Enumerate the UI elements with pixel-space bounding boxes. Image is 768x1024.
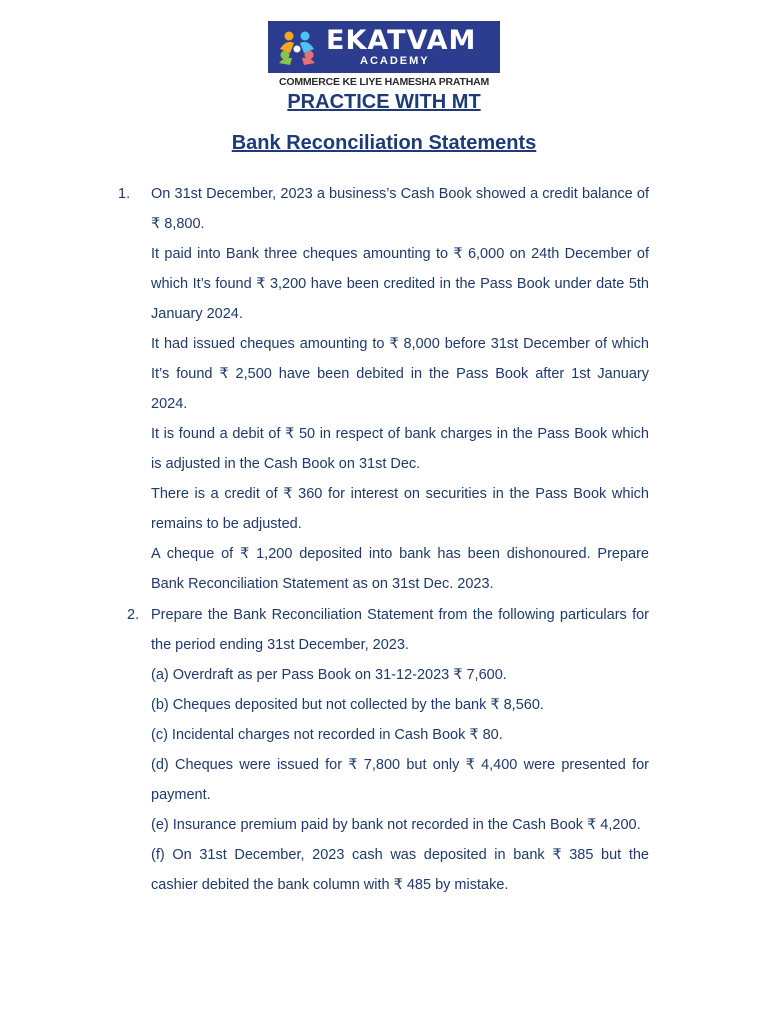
- question-item: (d) Cheques were issued for ₹ 7,800 but only ₹ 4,400 were presented for payment.: [151, 757, 649, 803]
- people-circle-icon: [276, 27, 318, 67]
- ekatvam-logo: [268, 21, 500, 89]
- question-paragraph: It paid into Bank three cheques amounting to ₹ 6,000 on 24th December of which It’s found ₹ 3,200 have been credited in the Pass Book under date 5th January 2024.: [151, 246, 649, 322]
- question-paragraph: It is found a debit of ₹ 50 in respect of bank charges in the Pass Book which is adjusted in the Cash Book on 31st Dec.: [151, 426, 649, 472]
- page-subtitle: Bank Reconciliation Statements: [231, 132, 537, 154]
- question-paragraph: On 31st December, 2023 a business’s Cash Book showed a credit balance of ₹ 8,800.: [151, 186, 649, 232]
- question-item: (b) Cheques deposited but not collected by the bank ₹ 8,560.: [151, 697, 544, 713]
- question-item: (c) Incidental charges not recorded in Cash Book ₹ 80.: [151, 727, 503, 743]
- logo-banner: [268, 21, 500, 73]
- question-paragraph: There is a credit of ₹ 360 for interest on securities in the Pass Book which remains to be adjusted.: [151, 486, 649, 532]
- question-item: (f) On 31st December, 2023 cash was deposited in bank ₹ 385 but the cashier debited the bank column with ₹ 485 by mistake.: [151, 847, 649, 893]
- question-paragraph: It had issued cheques amounting to ₹ 8,000 before 31st December of which It’s found ₹ 2,500 have been debited in the Pass Book after 1st January 2024.: [151, 336, 649, 412]
- logo-sub: ACADEMY: [360, 55, 430, 67]
- question-number: 1.: [118, 186, 131, 202]
- question-paragraph: Prepare the Bank Reconciliation Statement from the following particulars for the period ending 31st December, 2023.: [151, 607, 649, 653]
- question-item: (e) Insurance premium paid by bank not recorded in the Cash Book ₹ 4,200.: [151, 817, 641, 833]
- question-paragraph: A cheque of ₹ 1,200 deposited into bank has been dishonoured. Prepare Bank Reconciliation Statement as on 31st Dec. 2023.: [151, 546, 649, 592]
- question-2: [151, 600, 649, 900]
- page-title: PRACTICE WITH MT: [287, 91, 481, 113]
- logo-name: EKATVAM: [326, 25, 477, 56]
- question-item: (a) Overdraft as per Pass Book on 31-12-2023 ₹ 7,600.: [151, 667, 507, 683]
- question-1: [151, 179, 649, 599]
- logo-tagline: COMMERCE KE LIYE HAMESHA PRATHAM: [278, 76, 490, 88]
- question-number: 2.: [127, 607, 140, 623]
